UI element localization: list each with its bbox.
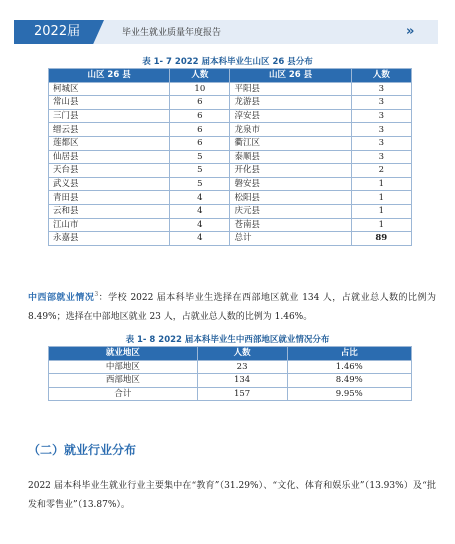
table-cell: 云和县 xyxy=(49,204,170,218)
table-cell: 1 xyxy=(351,177,411,191)
mountain-counties-table xyxy=(48,68,412,246)
table-row xyxy=(49,123,412,137)
column-header: 占比 xyxy=(287,347,411,361)
table1-caption: 表 1- 7 2022 届本科毕业生山区 26 县分布 xyxy=(142,57,313,67)
table-row xyxy=(49,164,412,178)
table-cell: 3 xyxy=(351,96,411,110)
table-header-row xyxy=(49,347,412,361)
table-cell: 157 xyxy=(197,387,287,401)
table-cell: 5 xyxy=(170,150,230,164)
table-cell: 常山县 xyxy=(49,96,170,110)
table-cell: 89 xyxy=(351,232,411,246)
table-cell: 8.49% xyxy=(287,374,411,388)
table-cell: 缙云县 xyxy=(49,123,170,137)
table-row xyxy=(49,360,412,374)
table-cell: 3 xyxy=(351,150,411,164)
table-cell: 2 xyxy=(351,164,411,178)
table-cell: 4 xyxy=(170,191,230,205)
table-cell: 永嘉县 xyxy=(49,232,170,246)
table-row xyxy=(49,232,412,246)
table-cell: 中部地区 xyxy=(49,360,198,374)
table-row xyxy=(49,136,412,150)
table-cell: 1 xyxy=(351,218,411,232)
table-cell: 武义县 xyxy=(49,177,170,191)
table-cell: 3 xyxy=(351,82,411,96)
table-cell: 9.95% xyxy=(287,387,411,401)
table-cell: 23 xyxy=(197,360,287,374)
column-header: 山区 26 县 xyxy=(49,69,170,83)
table-cell: 仙居县 xyxy=(49,150,170,164)
table-cell: 龙泉市 xyxy=(230,123,351,137)
table-cell: 青田县 xyxy=(49,191,170,205)
table-cell: 庆元县 xyxy=(230,204,351,218)
table-cell: 6 xyxy=(170,123,230,137)
table-row xyxy=(49,204,412,218)
table-cell: 磐安县 xyxy=(230,177,351,191)
table-cell: 平阳县 xyxy=(230,82,351,96)
table-cell: 4 xyxy=(170,232,230,246)
table-cell: 1.46% xyxy=(287,360,411,374)
midwest-employment-paragraph xyxy=(28,285,436,327)
column-header: 人数 xyxy=(170,69,230,83)
column-header: 山区 26 县 xyxy=(230,69,351,83)
report-title: 毕业生就业质量年度报告 xyxy=(122,28,222,38)
table-cell: 1 xyxy=(351,204,411,218)
column-header: 人数 xyxy=(351,69,411,83)
table-cell: 龙游县 xyxy=(230,96,351,110)
table-cell: 合计 xyxy=(49,387,198,401)
table-cell: 松阳县 xyxy=(230,191,351,205)
industry-paragraph: 2022 届本科毕业生就业行业主要集中在“教育”（31.29%）、“文化、体育和娱乐业”（13.93%）及“批发和零售业”（13.87%）。 xyxy=(28,481,436,510)
paragraph-highlight: 中西部就业情况 xyxy=(28,293,95,303)
table-cell: 总计 xyxy=(230,232,351,246)
table-cell: 5 xyxy=(170,164,230,178)
table-cell: 柯城区 xyxy=(49,82,170,96)
column-header: 人数 xyxy=(197,347,287,361)
table-cell: 泰顺县 xyxy=(230,150,351,164)
table-row xyxy=(49,82,412,96)
table-cell: 6 xyxy=(170,109,230,123)
table-row xyxy=(49,218,412,232)
year-label: 2022届 xyxy=(34,24,81,39)
table-cell: 苍南县 xyxy=(230,218,351,232)
table-cell: 134 xyxy=(197,374,287,388)
table-row xyxy=(49,387,412,401)
table-cell: 莲都区 xyxy=(49,136,170,150)
table-cell: 三门县 xyxy=(49,109,170,123)
table-row xyxy=(49,374,412,388)
table-cell: 天台县 xyxy=(49,164,170,178)
table-cell: 3 xyxy=(351,123,411,137)
table-cell: 开化县 xyxy=(230,164,351,178)
table-cell: 4 xyxy=(170,218,230,232)
table2-caption: 表 1- 8 2022 届本科毕业生中西部地区就业情况分布 xyxy=(125,335,330,345)
section-heading: （二）就业行业分布 xyxy=(28,443,137,457)
table-row xyxy=(49,96,412,110)
table-cell: 3 xyxy=(351,109,411,123)
midwest-employment-table xyxy=(48,346,412,401)
table-cell: 5 xyxy=(170,177,230,191)
footnote-marker: 3 xyxy=(94,291,99,298)
table-cell: 衢江区 xyxy=(230,136,351,150)
table-cell: 江山市 xyxy=(49,218,170,232)
table-cell: 淳安县 xyxy=(230,109,351,123)
table-cell: 10 xyxy=(170,82,230,96)
table-cell: 1 xyxy=(351,191,411,205)
table-row xyxy=(49,191,412,205)
table-row xyxy=(49,150,412,164)
paragraph-text: ：学校 2022 届本科毕业生选择在西部地区就业 134 人，占就业总人数的比例为 8.49%；选择在中部地区就业 23 人，占就业总人数的比例为 1.46%。 xyxy=(28,293,436,322)
table-row xyxy=(49,177,412,191)
table-header-row xyxy=(49,69,412,83)
table-cell: 西部地区 xyxy=(49,374,198,388)
table-cell: 6 xyxy=(170,96,230,110)
double-chevron-right-icon: » xyxy=(406,24,412,39)
table-cell: 6 xyxy=(170,136,230,150)
table-cell: 3 xyxy=(351,136,411,150)
column-header: 就业地区 xyxy=(49,347,198,361)
table-row xyxy=(49,109,412,123)
table-cell: 4 xyxy=(170,204,230,218)
